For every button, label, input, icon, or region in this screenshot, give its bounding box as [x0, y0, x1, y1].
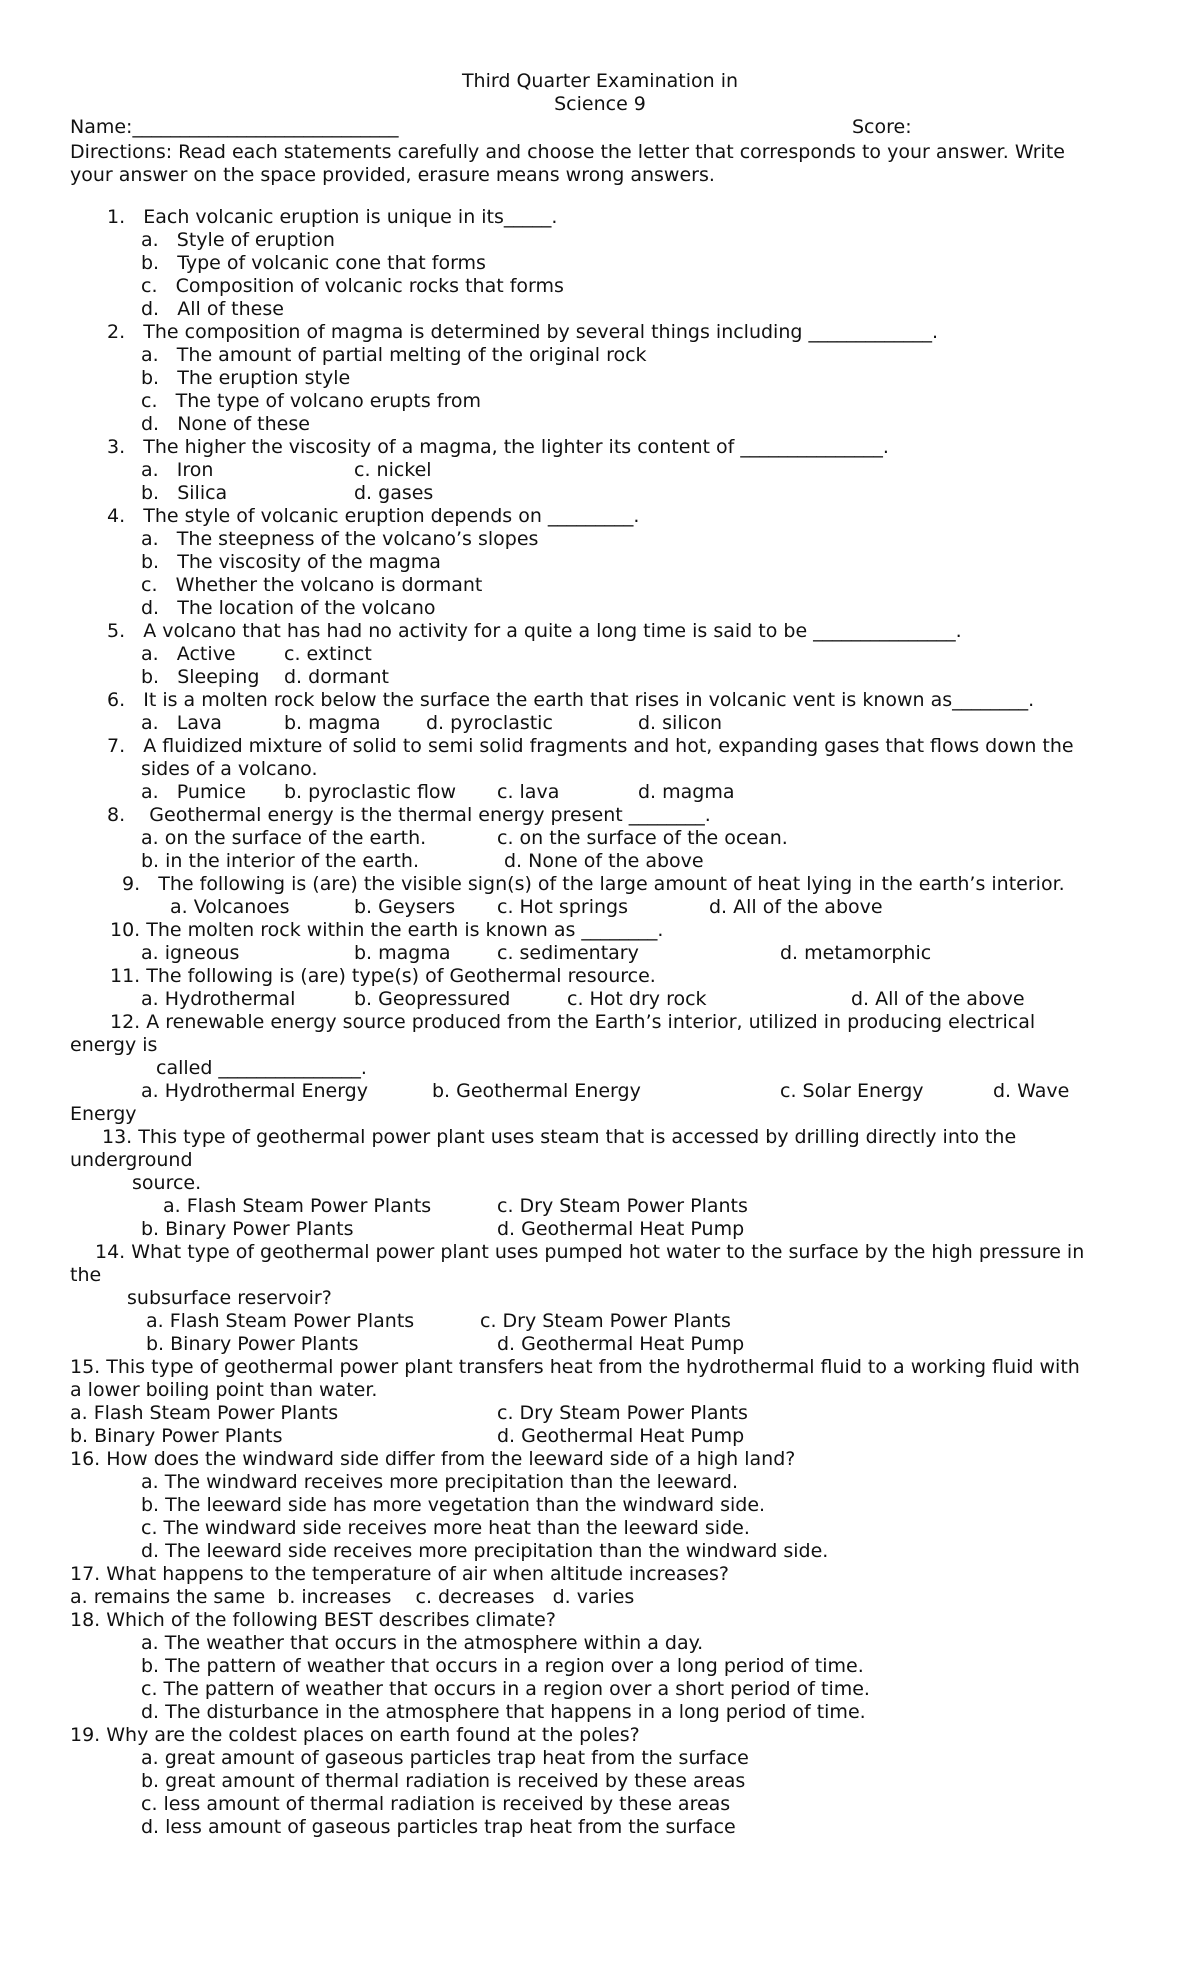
- exam-line: b. Geopressured: [354, 988, 511, 1010]
- exam-line: d. Geothermal Heat Pump: [497, 1425, 745, 1447]
- exam-line: a. Volcanoes: [170, 896, 290, 918]
- exam-line: c. The pattern of weather that occurs in a region over a short period of time.: [141, 1678, 870, 1700]
- exam-line: a. Pumice: [141, 781, 246, 803]
- exam-line: subsurface reservoir?: [127, 1287, 332, 1309]
- exam-line: c. extinct: [284, 643, 372, 665]
- exam-line: 8. Geothermal energy is the thermal energy present ________.: [107, 804, 711, 826]
- exam-line: called _______________.: [156, 1057, 367, 1079]
- exam-line: a. Hydrothermal: [141, 988, 296, 1010]
- exam-line: b. The viscosity of the magma: [141, 551, 441, 573]
- exam-line: b. in the interior of the earth.: [141, 850, 419, 872]
- exam-line: source.: [132, 1172, 202, 1194]
- exam-line: b. Type of volcanic cone that forms: [141, 252, 486, 274]
- exam-line: d. Geothermal Heat Pump: [497, 1333, 745, 1355]
- exam-line: a. The amount of partial melting of the original rock: [141, 344, 647, 366]
- exam-line: 13. This type of geothermal power plant uses steam that is accessed by drilling directly into the: [102, 1126, 1017, 1148]
- exam-line: b. pyroclastic flow: [284, 781, 457, 803]
- exam-line: b. magma: [284, 712, 381, 734]
- exam-line: b. Binary Power Plants: [141, 1218, 354, 1240]
- exam-line: a. remains the same b. increases c. decreases d. varies: [70, 1586, 635, 1608]
- exam-line: a. Active: [141, 643, 236, 665]
- exam-line: a. Hydrothermal Energy: [141, 1080, 368, 1102]
- exam-line: d. None of the above: [504, 850, 704, 872]
- exam-line: c. Hot dry rock: [567, 988, 707, 1010]
- exam-line: c. lava: [497, 781, 560, 803]
- exam-line: b. Binary Power Plants: [70, 1425, 283, 1447]
- exam-line: c. Dry Steam Power Plants: [480, 1310, 731, 1332]
- exam-line: c. Solar Energy: [780, 1080, 924, 1102]
- exam-line: 14. What type of geothermal power plant uses pumped hot water to the surface by the high pressure in: [95, 1241, 1085, 1263]
- exam-line: Energy: [70, 1103, 137, 1125]
- exam-line: c. Dry Steam Power Plants: [497, 1402, 748, 1424]
- exam-title: Third Quarter Examination in: [461, 70, 739, 92]
- exam-line: b. The eruption style: [141, 367, 351, 389]
- exam-line: c. Composition of volcanic rocks that forms: [141, 275, 564, 297]
- exam-line: a. great amount of gaseous particles trap heat from the surface: [141, 1747, 749, 1769]
- exam-line: d. All of the above: [709, 896, 883, 918]
- exam-line: d. All of these: [141, 298, 284, 320]
- exam-line: 18. Which of the following BEST describes climate?: [70, 1609, 556, 1631]
- exam-line: d. pyroclastic: [426, 712, 553, 734]
- directions-text: your answer on the space provided, erasure means wrong answers.: [70, 164, 715, 186]
- exam-line: b. magma: [354, 942, 451, 964]
- exam-line: d. dormant: [284, 666, 389, 688]
- exam-subject: Science 9: [554, 93, 646, 115]
- exam-line: 4. The style of volcanic eruption depends on _________.: [107, 505, 640, 527]
- exam-line: d. metamorphic: [780, 942, 932, 964]
- exam-line: 6. It is a molten rock below the surface the earth that rises in volcanic vent is known as________.: [107, 689, 1035, 711]
- exam-line: 2. The composition of magma is determined by several things including _____________.: [107, 321, 939, 343]
- exam-line: b. The pattern of weather that occurs in a region over a long period of time.: [141, 1655, 864, 1677]
- exam-line: c. less amount of thermal radiation is received by these areas: [141, 1793, 731, 1815]
- exam-line: energy is: [70, 1034, 158, 1056]
- exam-line: 19. Why are the coldest places on earth found at the poles?: [70, 1724, 640, 1746]
- exam-line: d. less amount of gaseous particles trap heat from the surface: [141, 1816, 736, 1838]
- exam-line: c. The type of volcano erupts from: [141, 390, 481, 412]
- score-field-label: Score:: [852, 116, 912, 138]
- exam-line: b. Geothermal Energy: [432, 1080, 641, 1102]
- exam-line: a. Flash Steam Power Plants: [163, 1195, 432, 1217]
- exam-line: 17. What happens to the temperature of air when altitude increases?: [70, 1563, 729, 1585]
- exam-line: 10. The molten rock within the earth is known as ________.: [110, 919, 664, 941]
- exam-line: d. Wave: [993, 1080, 1070, 1102]
- exam-line: d. The disturbance in the atmosphere that happens in a long period of time.: [141, 1701, 866, 1723]
- exam-line: d. The leeward side receives more precipitation than the windward side.: [141, 1540, 829, 1562]
- exam-line: b. Silica: [141, 482, 228, 504]
- exam-line: 12. A renewable energy source produced from the Earth’s interior, utilized in producing electrical: [110, 1011, 1036, 1033]
- exam-line: a. Lava: [141, 712, 222, 734]
- exam-line: 11. The following is (are) type(s) of Geothermal resource.: [110, 965, 656, 987]
- exam-line: c. The windward side receives more heat than the leeward side.: [141, 1517, 750, 1539]
- exam-line: b. Binary Power Plants: [146, 1333, 359, 1355]
- exam-line: 15. This type of geothermal power plant transfers heat from the hydrothermal fluid to a working fluid with: [70, 1356, 1080, 1378]
- exam-line: 9. The following is (are) the visible sign(s) of the large amount of heat lying in the earth’s interior.: [122, 873, 1065, 895]
- exam-line: c. sedimentary: [497, 942, 639, 964]
- exam-line: d. None of these: [141, 413, 310, 435]
- exam-line: c. on the surface of the ocean.: [497, 827, 788, 849]
- exam-line: d. gases: [354, 482, 434, 504]
- exam-line: a. The windward receives more precipitation than the leeward.: [141, 1471, 738, 1493]
- exam-line: 5. A volcano that has had no activity for a quite a long time is said to be _______________.: [107, 620, 962, 642]
- exam-line: underground: [70, 1149, 193, 1171]
- exam-line: 16. How does the windward side differ from the leeward side of a high land?: [70, 1448, 796, 1470]
- exam-line: c. Dry Steam Power Plants: [497, 1195, 748, 1217]
- exam-line: c. Whether the volcano is dormant: [141, 574, 483, 596]
- exam-line: b. great amount of thermal radiation is received by these areas: [141, 1770, 746, 1792]
- exam-line: a. Iron: [141, 459, 214, 481]
- exam-line: a. Style of eruption: [141, 229, 335, 251]
- exam-line: d. magma: [638, 781, 735, 803]
- exam-line: a lower boiling point than water.: [70, 1379, 378, 1401]
- exam-line: the: [70, 1264, 102, 1286]
- exam-line: c. nickel: [354, 459, 432, 481]
- exam-line: a. The weather that occurs in the atmosphere within a day.: [141, 1632, 704, 1654]
- exam-line: c. Hot springs: [497, 896, 628, 918]
- exam-line: d. Geothermal Heat Pump: [497, 1218, 745, 1240]
- exam-line: a. Flash Steam Power Plants: [70, 1402, 339, 1424]
- exam-line: 3. The higher the viscosity of a magma, the lighter its content of _______________.: [107, 436, 889, 458]
- exam-line: d. silicon: [638, 712, 722, 734]
- exam-line: 7. A fluidized mixture of solid to semi solid fragments and hot, expanding gases that flows down the: [107, 735, 1074, 757]
- exam-line: a. Flash Steam Power Plants: [146, 1310, 415, 1332]
- exam-line: a. igneous: [141, 942, 240, 964]
- exam-line: 1. Each volcanic eruption is unique in its_____.: [107, 206, 558, 228]
- exam-line: b. The leeward side has more vegetation than the windward side.: [141, 1494, 766, 1516]
- exam-line: b. Geysers: [354, 896, 456, 918]
- exam-line: a. The steepness of the volcano’s slopes: [141, 528, 539, 550]
- exam-line: a. on the surface of the earth.: [141, 827, 427, 849]
- exam-line: d. The location of the volcano: [141, 597, 436, 619]
- directions-text: Directions: Read each statements carefully and choose the letter that corresponds to your answer. Write: [70, 141, 1065, 163]
- exam-line: sides of a volcano.: [141, 758, 318, 780]
- exam-line: d. All of the above: [851, 988, 1025, 1010]
- exam-line: b. Sleeping: [141, 666, 260, 688]
- name-field-label: Name:____________________________: [70, 116, 399, 138]
